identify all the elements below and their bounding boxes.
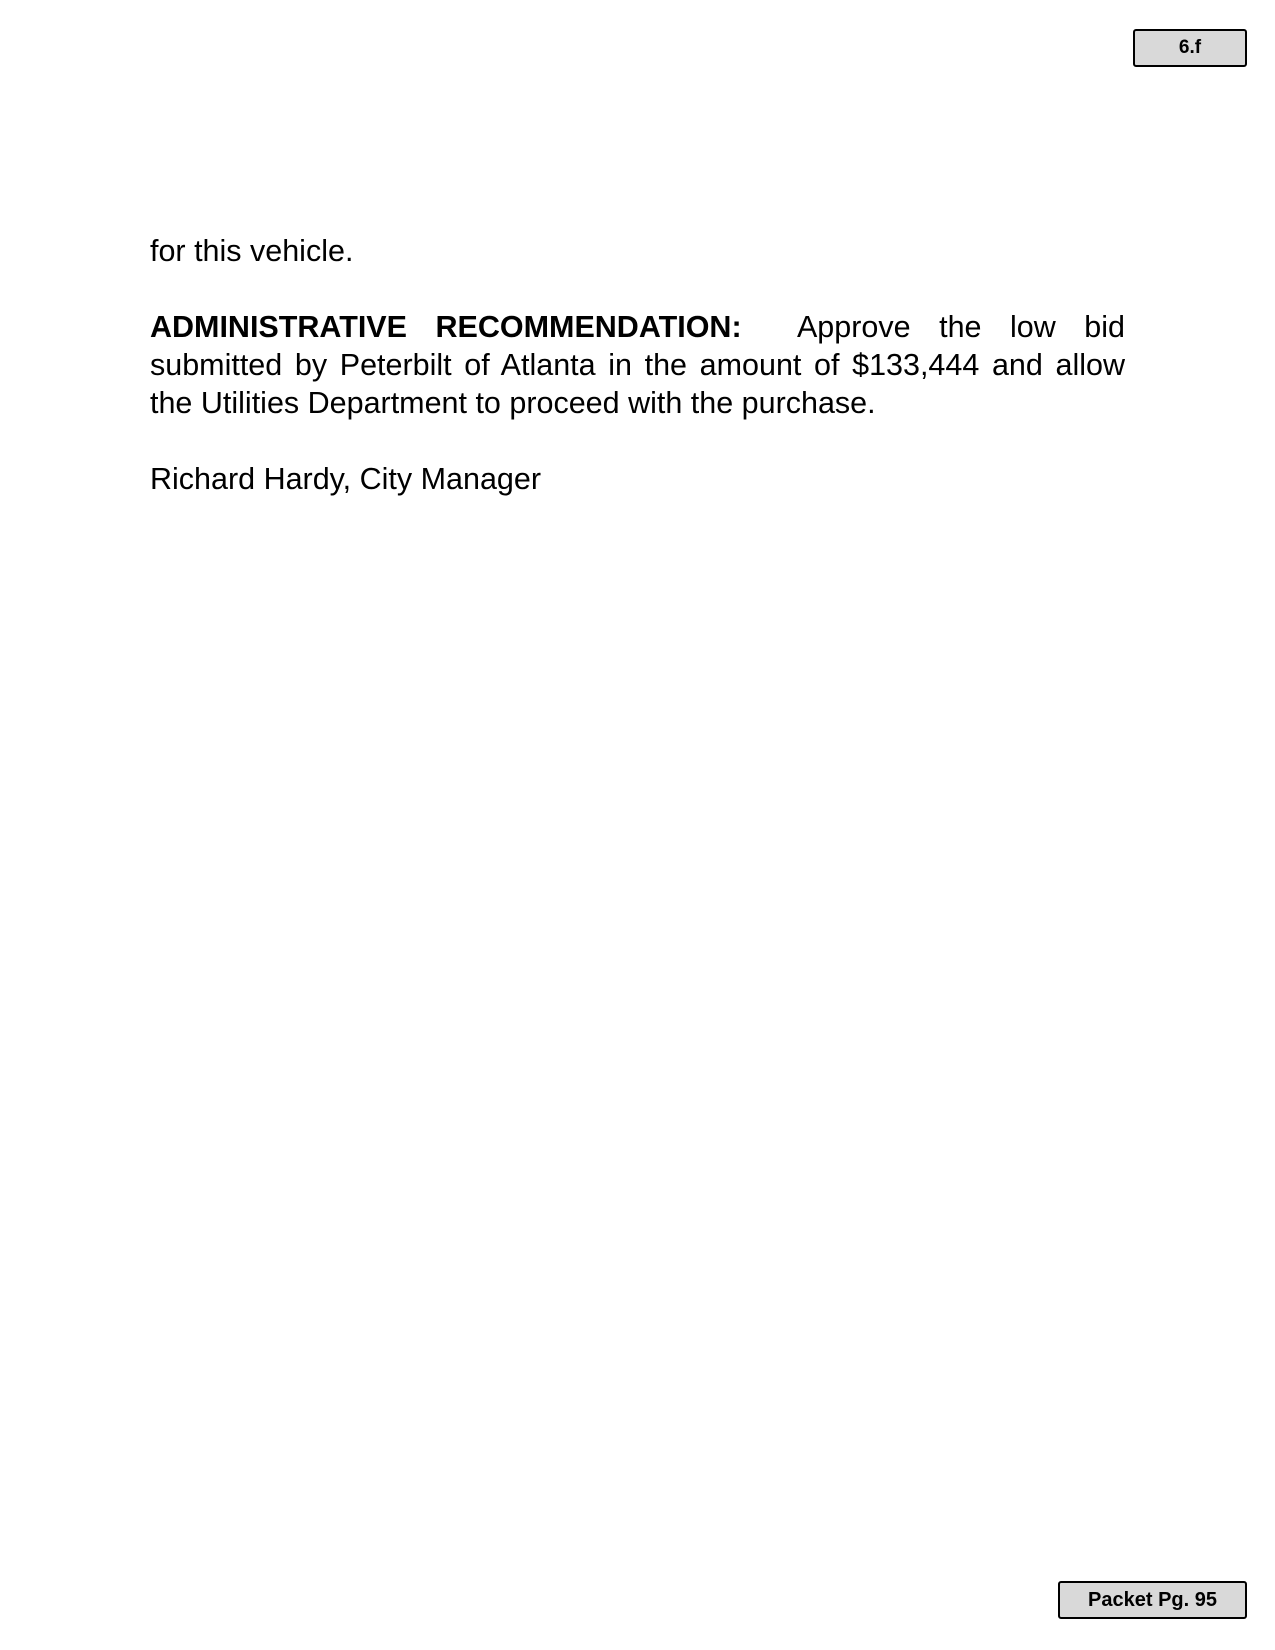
recommendation-text: Approve the low bid submitted by Peterbilt of Atlanta in the amount of $133,444 and allow the Utilities Department to proceed with the purchase. (150, 310, 1125, 420)
recommendation-label: ADMINISTRATIVE RECOMMENDATION: (150, 310, 742, 344)
continuation-text: for this vehicle. (150, 234, 354, 268)
agenda-item-number: 6.f (1133, 29, 1247, 67)
recommendation-paragraph (150, 308, 1125, 422)
document-body (150, 232, 1125, 498)
packet-page-number: Packet Pg. 95 (1058, 1581, 1247, 1619)
signature-line: Richard Hardy, City Manager (150, 462, 541, 496)
